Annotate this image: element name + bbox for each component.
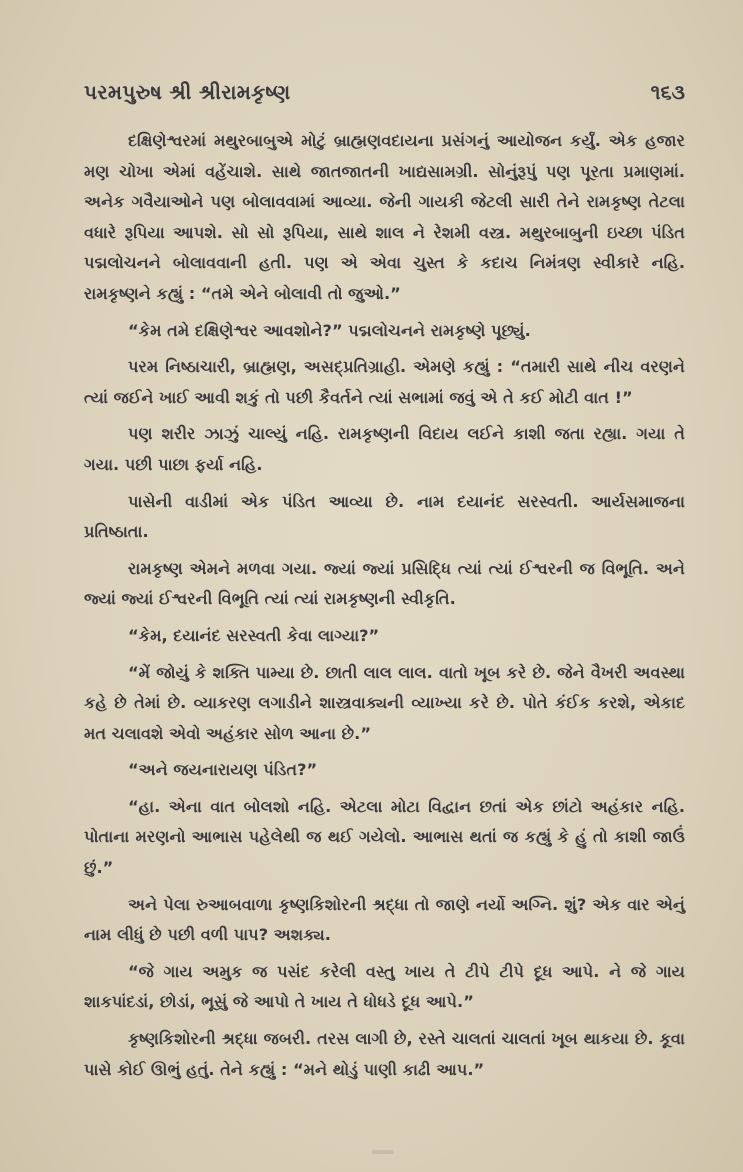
body-text <box>84 126 685 1085</box>
paragraph: “કેમ, દયાનંદ સરસ્વતી કેવા લાગ્યા?” <box>128 625 380 645</box>
paragraph: “કેમ તમે દક્ષિણેશ્વર આવશોને?” પદ્મલોચનને રામકૃષ્ણે પૂછ્યું. <box>128 320 531 340</box>
print-smudge <box>372 1150 394 1154</box>
paragraph: પરમ નિષ્ઠાચારી, બ્રાહ્મણ, અસદ્પ્રતિગ્રાહી. એમણે કહ્યું : “તમારી સાથે નીચ વરણને ત્યાં જઈને ખાઈ આવી શકું તો પછી કૈવર્તને ત્યાં સભામાં જવું એ તે કઈ મોટી વાત !” <box>84 357 685 407</box>
paragraph: રામકૃષ્ણ એમને મળવા ગયા. જ્યાં જ્યાં પ્રસિદ્ધિ ત્યાં ત્યાં ઈશ્વરની જ વિભૂતિ. અને જ્યાં જ્યાં ઈશ્વરની વિભૂતિ ત્યાં ત્યાં રામકૃષ્ણની સ્વીકૃતિ. <box>84 558 685 609</box>
paragraph: “હા. એના વાત બોલશો નહિ. એટલા મોટા વિદ્વાન છતાં એક છાંટો અહંકાર નહિ. પોતાના મરણનો આભાસ પહેલેથી જ થઈ ગયેલો. આભાસ થતાં જ કહ્યું કે હું તો કાશી જાઉં છું.” <box>84 796 685 878</box>
paragraph: “જે ગાય અમુક જ પસંદ કરેલી વસ્તુ ખાય તે ટીપે ટીપે દૂધ આપે. ને જે ગાય શાકપાંદડાં, છોડાં, ભૂસું જે આપો તે ખાય તે ધોધડે દૂધ આપે.” <box>84 961 685 1012</box>
paragraph: કૃષ્ણકિશોરની શ્રદ્ધા જબરી. તરસ લાગી છે, રસ્તે ચાલતાં ચાલતાં ખૂબ થાકયા છે. કૂવા પાસે કોઈ ઊભું હતું. તેને કહ્યું : “મને થોડું પાણી કાઢી આપ.” <box>84 1029 685 1079</box>
paragraph: પાસેની વાડીમાં એક પંડિત આવ્યા છે. નામ દયાનંદ સરસ્વતી. આર્યસમાજના પ્રતિષ્ઠાતા. <box>84 491 685 542</box>
running-head: પરમપુરુષ શ્રી શ્રીરામકૃષ્ણ <box>84 80 291 104</box>
paragraph: “મેં જોયું કે શક્તિ પામ્યા છે. છાતી લાલ લાલ. વાતો ખૂબ કરે છે. જેને વૈખરી અવસ્થા કહે છે તેમાં છે. વ્યાકરણ લગાડીને શાસ્ત્રવાક્યની વ્યાખ્યા કરે છે. પોતે કંઈક કરશે, એકાદ મત ચલાવશે એવો અહંકાર સોળ આના છે.” <box>84 662 685 743</box>
paragraph: “અને જયનારાયણ પંડિત?” <box>128 760 318 780</box>
paragraph: પણ શરીર ઝાઝું ચાલ્યું નહિ. રામકૃષ્ણની વિદાય લઈને કાશી જતા રહ્યા. ગયા તે ગયા. પછી પાછા ફર્યા નહિ. <box>84 424 685 474</box>
paragraph: અને પેલા રુઆબવાળા કૃષ્ણકિશોરની શ્રદ્ધા તો જાણે નર્યો અગ્નિ. શું? એક વાર એનું નામ લીધું છે પછી વળી પાપ? અશક્ય. <box>84 894 685 945</box>
paragraph: દક્ષિણેશ્વરમાં મથુરબાબુએ મોટું બ્રાહ્મણવદાયના પ્રસંગનું આયોજન કર્યું. એક હજાર મણ ચોખા એમાં વહેંચાશે. સાથે જાતજાતની ખાદ્યસામગ્રી. સોનુંરૂપું પણ પૂરતા પ્રમાણમાં. અનેક ગવૈયાઓને પણ બોલાવવામાં આવ્યા. જેની ગાયકી જેટલી સારી તેને રામકૃષ્ણ તેટલા વધારે રૂપિયા આપશે. સો સો રૂપિયા, સાથે શાલ ને રેશમી વસ્ત્ર. મથુરબાબુની ઇચ્છા પંડિત પદ્મલોચનને બોલાવવાની હતી. પણ એ એવા ચુસ્ત કે કદાચ નિમંત્રણ સ્વીકારે નહિ. રામકૃષ્ણને કહ્યું : “તમે એને બોલાવી તો જુઓ.” <box>84 131 685 303</box>
page-header <box>84 80 685 104</box>
page-number: ૧૬૩ <box>650 80 685 104</box>
